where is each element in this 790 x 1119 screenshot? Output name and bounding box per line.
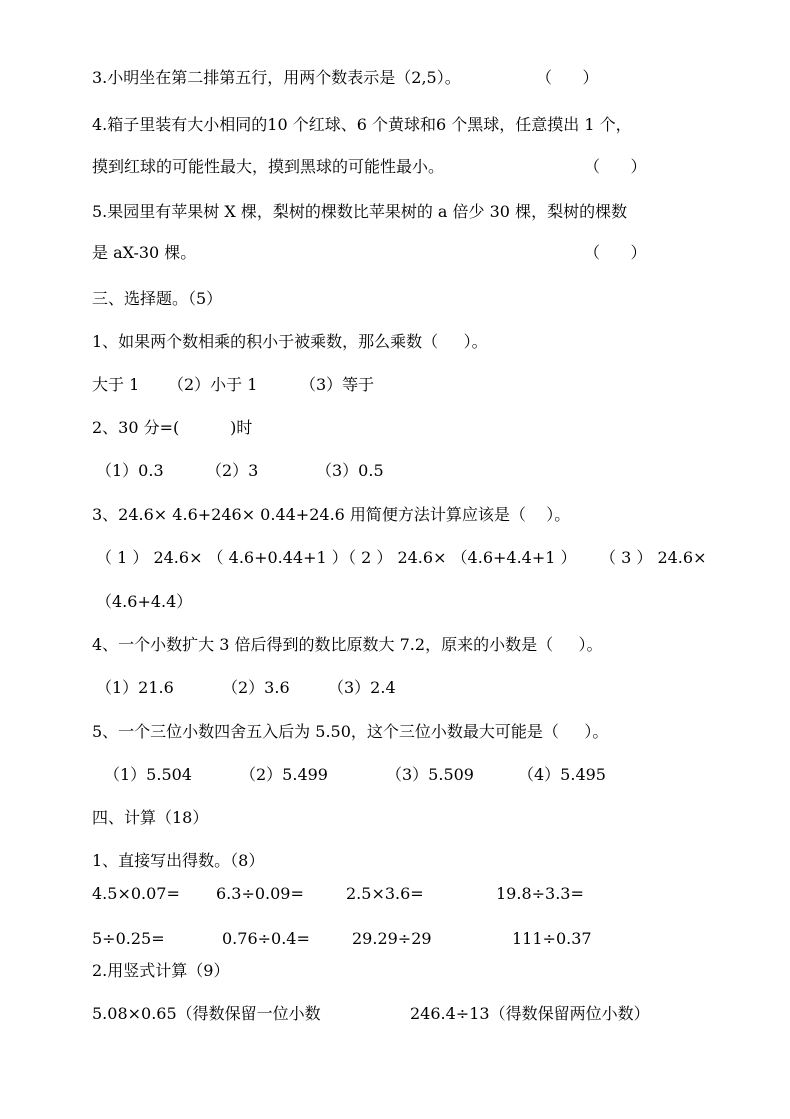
choice-q5-option-1[interactable]: （1）5.504 [104, 765, 192, 784]
choice-q3: 3、24.6× 4.6+246× 0.44+24.6 用简便方法计算应该是（ ）。 [92, 505, 571, 524]
judge-q3: 3.小明坐在第二排第五行，用两个数表示是（2,5）。 [92, 68, 461, 87]
judge-q4-line1: 4.箱子里装有大小相同的10 个红球、6 个黄球和6 个黑球，任意摸出 1 个， [92, 115, 632, 134]
calc-subheading-direct: 1、直接写出得数。（8） [92, 851, 265, 870]
choice-q4-option-1[interactable]: （1）21.6 [96, 678, 174, 697]
choice-q5-option-2[interactable]: （2）5.499 [240, 765, 328, 784]
choice-q5: 5、一个三位小数四舍五入后为 5.50，这个三位小数最大可能是（ ）。 [92, 722, 609, 741]
calc-section-heading: 四、计算（18） [92, 808, 209, 827]
judge-q4-line2: 摸到红球的可能性最大，摸到黑球的可能性最小。 [92, 157, 445, 176]
choice-q3-option-3[interactable]: （ 3 ） 24.6× [600, 548, 707, 567]
calc-item: 111÷0.37 [512, 929, 592, 948]
choice-q5-option-3[interactable]: （3）5.509 [386, 765, 474, 784]
choice-section-heading: 三、选择题。（5） [92, 289, 223, 308]
calc-item: 19.8÷3.3= [496, 884, 584, 903]
choice-q1: 1、如果两个数相乘的积小于被乘数，那么乘数（ ）。 [92, 332, 488, 351]
choice-q5-option-4[interactable]: （4）5.495 [518, 765, 606, 784]
choice-q4: 4、一个小数扩大 3 倍后得到的数比原数大 7.2，原来的小数是（ ）。 [92, 635, 603, 654]
judge-q5-line1: 5.果园里有苹果树 X 棵，梨树的棵数比苹果树的 a 倍少 30 棵，梨树的棵数 [92, 202, 628, 221]
judge-q4-answer-blank[interactable]: （ ） [584, 157, 647, 176]
choice-q4-option-2[interactable]: （2）3.6 [222, 678, 290, 697]
judge-q5-line2: 是 aX-30 棵。 [92, 243, 197, 262]
choice-q1-option-2[interactable]: （2）小于 1 [168, 375, 258, 394]
calc-item: 5÷0.25= [92, 929, 165, 948]
calc-vertical-item-2: 246.4÷13（得数保留两位小数） [410, 1004, 650, 1023]
judge-q5-answer-blank[interactable]: （ ） [584, 243, 647, 262]
calc-vertical-item-1: 5.08×0.65（得数保留一位小数 [92, 1004, 321, 1023]
calc-item: 29.29÷29 [352, 929, 432, 948]
choice-q2-option-1[interactable]: （1）0.3 [96, 461, 164, 480]
choice-q1-option-3[interactable]: （3）等于 [300, 375, 375, 394]
calc-item: 4.5×0.07= [92, 884, 180, 903]
calc-subheading-vertical: 2.用竖式计算（9） [92, 961, 230, 980]
choice-q1-option-1[interactable]: 大于 1 [92, 375, 140, 394]
choice-q2-option-3[interactable]: （3）0.5 [316, 461, 384, 480]
calc-item: 2.5×3.6= [346, 884, 424, 903]
judge-q3-answer-blank[interactable]: （ ） [536, 68, 599, 87]
choice-q2: 2、30 分=( )时 [92, 418, 253, 437]
choice-q3-option-1[interactable]: （ 1 ） 24.6× （ 4.6+0.44+1 ） [96, 548, 348, 567]
calc-item: 0.76÷0.4= [222, 929, 310, 948]
choice-q3-option-3-continued: （4.6+4.4） [96, 592, 193, 611]
calc-item: 6.3÷0.09= [216, 884, 304, 903]
choice-q2-option-2[interactable]: （2）3 [206, 461, 259, 480]
choice-q3-option-2[interactable]: （ 2 ） 24.6× （4.6+4.4+1 ） [340, 548, 577, 567]
choice-q4-option-3[interactable]: （3）2.4 [328, 678, 396, 697]
